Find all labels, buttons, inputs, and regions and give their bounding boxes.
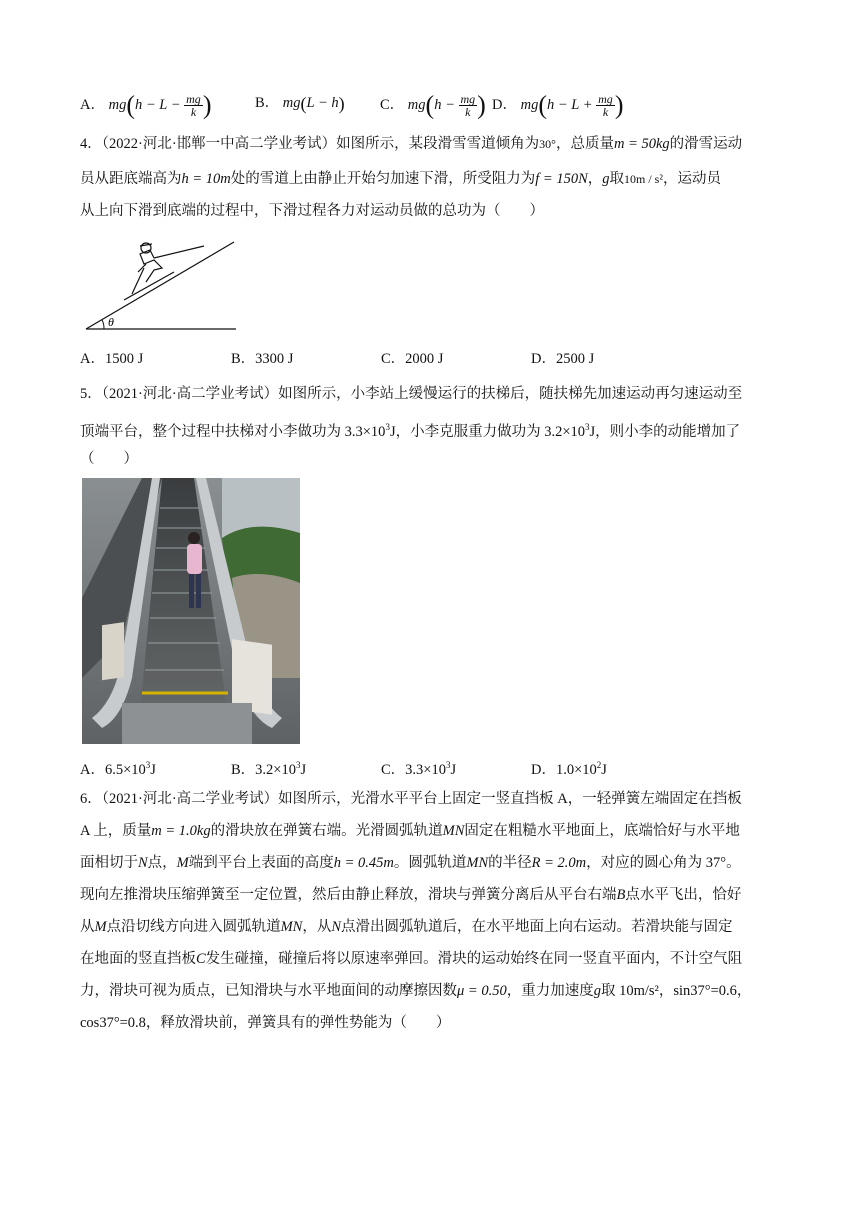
text: 点， bbox=[147, 855, 177, 871]
fraction bbox=[596, 93, 615, 118]
text: 固定在粗糙水平地面上，底端恰好与水平地 bbox=[464, 823, 740, 839]
height-value: h = 0.45m bbox=[333, 855, 394, 871]
exponent: 3 bbox=[295, 760, 301, 770]
text: D．1.0×10 bbox=[531, 761, 597, 778]
text: 处的雪道上由静止开始匀加速下滑，所受阻力为 bbox=[230, 171, 536, 187]
text: 在地面的竖直挡板 bbox=[80, 951, 196, 967]
text: 现向左推滑块压缩弹簧至一定位置，然后由静止释放，滑块与弹簧分离后从平台右端 bbox=[80, 887, 617, 903]
formula-text: h − L − bbox=[135, 96, 181, 113]
text: 点水平飞出，恰好 bbox=[625, 887, 742, 903]
numerator: mg bbox=[598, 92, 613, 106]
paren: ( bbox=[300, 93, 307, 114]
skier-icon bbox=[124, 243, 204, 300]
angle-arc bbox=[102, 320, 104, 329]
gravity-symbol: g bbox=[602, 171, 610, 187]
option-label: D． bbox=[492, 96, 517, 113]
text: 点沿切线方向进入圆弧轨道 bbox=[106, 919, 281, 935]
text: 发生碰撞，碰撞后将以原速率弹回。滑块的运动始终在同一竖直平面内，不计空气阻 bbox=[205, 951, 743, 967]
mass-value: m = 1.0kg bbox=[151, 823, 211, 839]
symbol: MN bbox=[280, 919, 303, 935]
paren: ) bbox=[202, 90, 212, 120]
text: A．6.5×10 bbox=[80, 761, 146, 778]
formula-text: mg bbox=[108, 96, 127, 113]
formula-text: mg bbox=[282, 95, 301, 111]
radius-value: R = 2.0m bbox=[531, 855, 587, 871]
force-value: f = 150N bbox=[535, 171, 588, 187]
paren: ) bbox=[477, 90, 486, 120]
text: ，从 bbox=[302, 919, 332, 935]
exponent: 2 bbox=[596, 760, 602, 770]
q4-option-b: B．3300 J bbox=[231, 351, 294, 367]
height-value: h = 10m bbox=[181, 171, 231, 187]
text: ，运动员 bbox=[662, 171, 721, 187]
q6-line-6 bbox=[80, 949, 742, 969]
option-label: A． bbox=[80, 96, 105, 113]
q4-line-1 bbox=[80, 134, 742, 154]
exponent: 3 bbox=[385, 422, 390, 432]
symbol: MN bbox=[442, 823, 465, 839]
fraction bbox=[184, 93, 203, 118]
text: J，则小李的动能增加了 bbox=[589, 423, 741, 440]
q6-line-5 bbox=[80, 917, 733, 937]
text: J，小李克服重力做功为 3.2×10 bbox=[389, 423, 586, 440]
text: J bbox=[150, 761, 156, 778]
paren: ( bbox=[126, 90, 136, 120]
q5-option-d bbox=[531, 755, 607, 780]
q3-option-a bbox=[80, 90, 212, 120]
text: B．3.2×10 bbox=[231, 761, 296, 778]
ski-slope-figure bbox=[84, 232, 240, 334]
q3-option-b bbox=[255, 93, 345, 114]
q4-option-a: A．1500 J bbox=[80, 351, 144, 367]
q6-line-1: 6．（2021·河北·高二学业考试）如图所示，光滑水平平台上固定一竖直挡板 A，一轻弹簧左端固定在挡板 bbox=[80, 791, 742, 807]
q5-line-1: 5．（2021·河北·高二学业考试）如图所示，小李站上缓慢运行的扶梯后，随扶梯先加速运动再匀速运动至 bbox=[80, 386, 743, 402]
text: J bbox=[601, 761, 607, 778]
escalator-illustration bbox=[82, 478, 300, 744]
formula-text: mg bbox=[520, 96, 539, 113]
q6-line-2 bbox=[80, 821, 740, 841]
formula-text: L − h bbox=[306, 95, 339, 111]
symbol: M bbox=[94, 919, 107, 935]
q3-option-c bbox=[380, 90, 486, 120]
q6-line-4 bbox=[80, 885, 741, 905]
q4-line-3: 从上向下滑到底端的过程中，下滑过程各力对运动员做的总功为（ ） bbox=[80, 203, 544, 219]
text: 的半径 bbox=[488, 855, 532, 871]
denominator: k bbox=[465, 105, 471, 119]
text: ， bbox=[587, 171, 603, 187]
exponent: 3 bbox=[585, 422, 590, 432]
symbol: N bbox=[331, 919, 342, 935]
text: 取 10m/s²，sin37°=0.6， bbox=[600, 983, 752, 999]
q5-option-a bbox=[80, 755, 156, 780]
q5-line-3: （ ） bbox=[80, 451, 138, 467]
text: 员从距底端高为 bbox=[80, 171, 182, 187]
text: 顶端平台，整个过程中扶梯对小李做功为 3.3×10 bbox=[80, 423, 386, 440]
text: 的滑雪运动 bbox=[669, 136, 743, 152]
symbol: M bbox=[176, 855, 189, 871]
text: 力，滑块可视为质点，已知滑块与水平地面间的动摩擦因数 bbox=[80, 983, 457, 999]
angle-value: 30° bbox=[539, 137, 556, 151]
exponent: 3 bbox=[445, 760, 451, 770]
formula-text: h − bbox=[434, 96, 455, 113]
symbol: C bbox=[196, 951, 206, 967]
text: J bbox=[450, 761, 457, 778]
symbol: N bbox=[138, 855, 148, 871]
symbol: g bbox=[593, 983, 601, 999]
formula-text: mg bbox=[407, 96, 426, 113]
q4-option-d: D．2500 J bbox=[531, 351, 595, 367]
text: A 上，质量 bbox=[80, 823, 152, 839]
numerator: mg bbox=[460, 92, 476, 106]
denominator: k bbox=[190, 105, 197, 119]
q5-line-2 bbox=[80, 417, 740, 442]
option-label: C． bbox=[380, 96, 405, 113]
mass-value: m = 50kg bbox=[613, 136, 670, 152]
text: 从 bbox=[80, 919, 95, 935]
text: C．3.3×10 bbox=[381, 761, 446, 778]
q4-option-c: C．2000 J bbox=[381, 351, 444, 367]
paren: ) bbox=[338, 93, 345, 114]
formula-text: h − L + bbox=[547, 96, 593, 113]
text: 的滑块放在弹簧右端。光滑圆弧轨道 bbox=[210, 823, 443, 839]
text: ，总质量 bbox=[555, 136, 614, 152]
q6-line-3 bbox=[80, 853, 741, 873]
text: 端到平台上表面的高度 bbox=[188, 855, 334, 871]
text: 4．（2022·河北·邯郸一中高二学业考试）如图所示，某段滑雪雪道倾角为 bbox=[80, 136, 540, 152]
paren: ( bbox=[425, 90, 435, 120]
theta-label: θ bbox=[108, 315, 114, 329]
q5-option-b bbox=[231, 755, 306, 780]
q6-line-8: cos37°=0.8，释放滑块前，弹簧具有的弹性势能为（ ） bbox=[80, 1015, 451, 1031]
text: 取 bbox=[609, 171, 625, 187]
text: ，重力加速度 bbox=[506, 983, 594, 999]
q5-option-c bbox=[381, 755, 456, 780]
paren: ) bbox=[614, 90, 624, 120]
escalator-photo bbox=[82, 478, 300, 744]
text: J bbox=[300, 761, 307, 778]
q3-option-d bbox=[492, 90, 624, 120]
symbol: B bbox=[616, 887, 626, 903]
q6-line-7 bbox=[80, 981, 751, 1001]
text: 。圆弧轨道 bbox=[393, 855, 467, 871]
fraction bbox=[459, 93, 478, 118]
option-label: B． bbox=[255, 95, 280, 111]
text: 面相切于 bbox=[80, 855, 138, 871]
gravity-value: 10m / s² bbox=[624, 172, 663, 186]
friction-value: μ = 0.50 bbox=[457, 983, 507, 999]
exponent: 3 bbox=[145, 760, 151, 770]
symbol: MN bbox=[466, 855, 489, 871]
text: ，对应的圆心角为 37°。 bbox=[586, 855, 741, 871]
text: 点滑出圆弧轨道后，在水平地面上向右运动。若滑块能与固定 bbox=[341, 919, 733, 935]
q4-line-2 bbox=[80, 169, 721, 189]
denominator: k bbox=[602, 105, 609, 119]
paren: ( bbox=[538, 90, 548, 120]
numerator: mg bbox=[186, 92, 201, 106]
